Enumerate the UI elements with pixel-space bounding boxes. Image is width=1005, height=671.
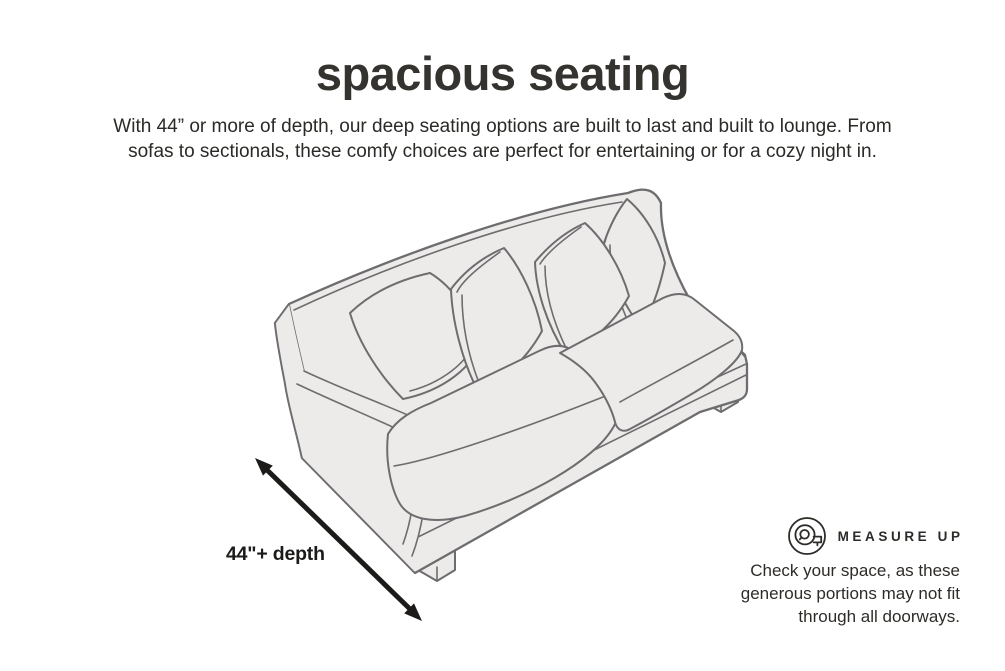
measure-up-note-line-1: Check your space, as these — [750, 561, 960, 580]
page-title: spacious seating — [315, 47, 690, 100]
measure-up-note-line-2: generous portions may not fit — [740, 584, 960, 603]
measure-up-header — [730, 516, 964, 556]
measure-up-section — [730, 516, 964, 628]
measure-up-note — [730, 559, 960, 628]
measure-up-heading: MEASURE UP — [837, 528, 964, 544]
measure-up-note-line-3: through all doorways. — [798, 607, 960, 626]
depth-dimension-label: 44"+ depth — [226, 543, 325, 565]
intro-line-2: sofas to sectionals, these comfy choices are perfect for entertaining or for a cozy night in. — [128, 141, 877, 162]
intro-line-1: With 44” or more of depth, our deep seating options are built to last and built to lounge. From — [113, 116, 892, 137]
tape-measure-icon — [787, 516, 827, 556]
